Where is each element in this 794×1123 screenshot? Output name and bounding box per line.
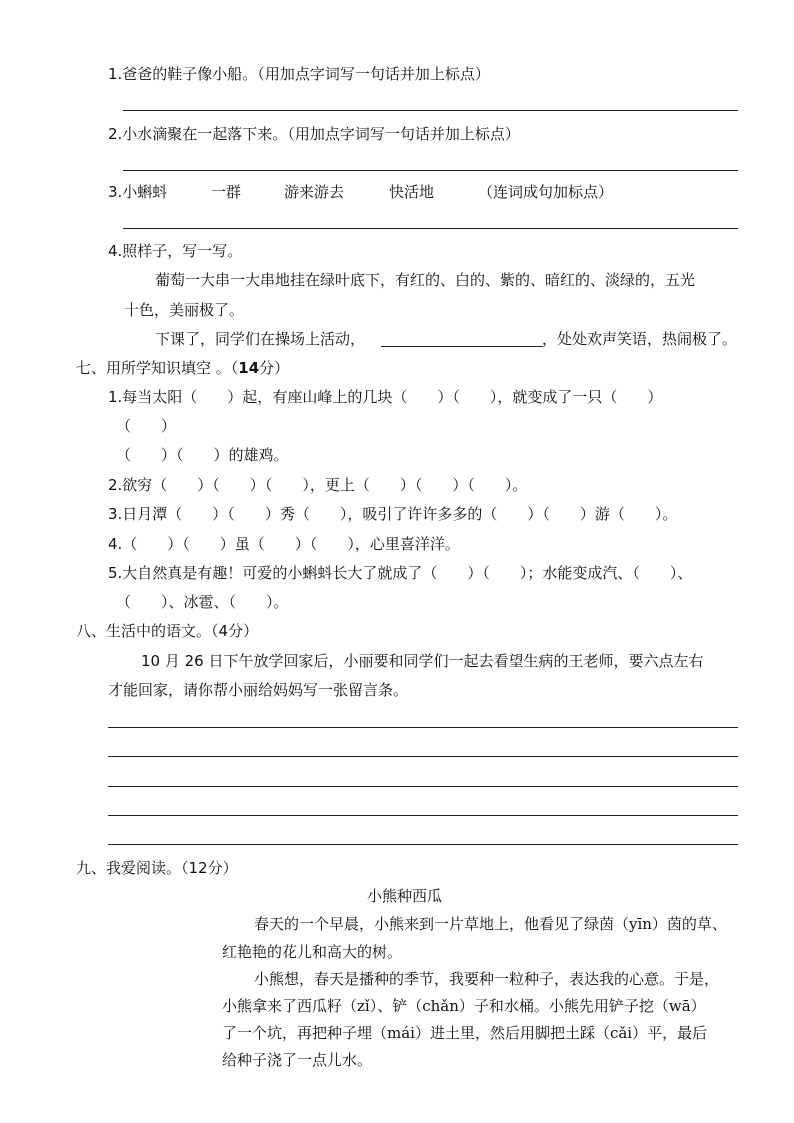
question-7-1-line-3: （ ）（ ）的雄鸡。 [116, 446, 289, 464]
question-6-3-word-2: 一群 [211, 183, 242, 201]
practice-sentence-end: ，处处欢声笑语，热闹极了。 [542, 330, 738, 348]
writing-line[interactable] [108, 756, 738, 757]
example-sentence-line-2: 十色，美丽极了。 [124, 301, 245, 319]
writing-line[interactable] [108, 786, 738, 787]
example-sentence-line-1: 葡萄一大串一大串地挂在绿叶底下，有红的、白的、紫的、暗红的、淡绿的，五光 [155, 271, 696, 289]
section-8-score: 4 [218, 622, 229, 640]
section-7-title: 七、用所学知识填空 。（14分） [76, 359, 290, 377]
question-6-3-word-3: 游来游去 [284, 183, 345, 201]
fill-blank-line[interactable] [381, 346, 543, 347]
answer-line[interactable] [123, 110, 738, 111]
question-6-3-word-1: 3.小蝌蚪 [108, 183, 168, 201]
story-paragraph-2-line-3: 了一个坑，再把种子埋（mái）进土里，然后用脚把土踩（cǎi）平，最后 [222, 1024, 708, 1042]
question-7-2: 2.欲穷（ ）（ ）（ ），更上（ ）（ ）（ ）。 [108, 476, 528, 494]
story-paragraph-1-line-1: 春天的一个早晨，小熊来到一片草地上，他看见了绿茵（yīn）茵的草、 [254, 915, 727, 933]
section-8-prompt-line-2: 才能回家，请你帮小丽给妈妈写一张留言条。 [108, 681, 409, 699]
question-7-5-line-2: （ ）、冰雹、（ ）。 [116, 593, 289, 611]
answer-line[interactable] [123, 228, 738, 229]
writing-line[interactable] [108, 844, 738, 845]
question-6-3-instruction: （连词成句加标点） [478, 183, 614, 201]
practice-sentence-start: 下课了，同学们在操场上活动， [155, 330, 366, 348]
section-8-prompt-line-1: 10 月 26 日下午放学回家后，小丽要和同学们一起去看望生病的王老师，要六点左右 [141, 652, 704, 670]
question-7-4: 4.（ ）（ ）虽（ ）（ ），心里喜洋洋。 [108, 535, 460, 553]
section-9-title: 九、我爱阅读。（12分） [76, 859, 238, 877]
question-6-3-word-4: 快活地 [389, 183, 435, 201]
story-paragraph-1-line-2: 红艳艳的花儿和高大的树。 [222, 943, 403, 961]
question-6-1: 1.爸爸的鞋子像小船。（用加点字词写一句话并加上标点） [108, 65, 490, 83]
story-title: 小熊种西瓜 [367, 887, 443, 905]
story-paragraph-2-line-1: 小熊想，春天是播种的季节，我要种一粒种子，表达我的心意。于是， [254, 970, 720, 988]
question-7-3: 3.日月潭（ ）（ ）秀（ ），吸引了许许多多的（ ）（ ）游（ ）。 [108, 505, 678, 523]
section-7-score: 14 [238, 359, 260, 377]
question-7-5-line-1: 5.大自然真是有趣！可爱的小蝌蚪长大了就成了（ ）（ ）；水能变成汽、（ ）、 [108, 564, 693, 582]
question-6-2: 2.小水滴聚在一起落下来。（用加点字词写一句话并加上标点） [108, 125, 520, 143]
question-6-4: 4.照样子，写一写。 [108, 242, 243, 260]
section-8-title: 八、生活中的语文。（4分） [76, 622, 259, 640]
question-7-1-line-1: 1.每当太阳（ ）起，有座山峰上的几块（ ）（ ），就变成了一只（ ） [108, 388, 663, 406]
writing-line[interactable] [108, 815, 738, 816]
story-paragraph-2-line-4: 给种子浇了一点儿水。 [222, 1051, 373, 1069]
answer-line[interactable] [123, 170, 738, 171]
section-9-score: 12 [188, 859, 208, 877]
writing-line[interactable] [108, 727, 738, 728]
story-paragraph-2-line-2: 小熊拿来了西瓜籽（zǐ）、铲（chǎn）子和水桶。小熊先用铲子挖（wā） [222, 997, 706, 1015]
question-7-1-line-2: （ ） [116, 417, 177, 435]
